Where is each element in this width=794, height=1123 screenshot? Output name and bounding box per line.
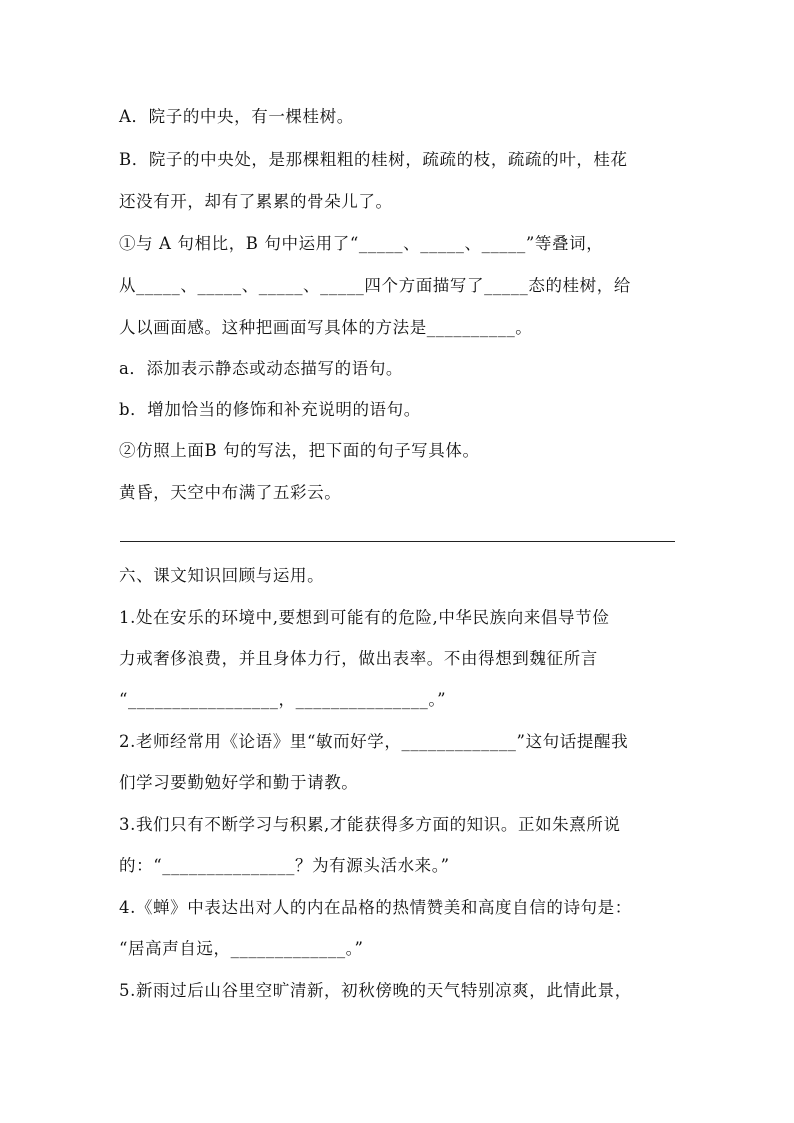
item-1-line1: 1.处在安乐的环境中,要想到可能有的危险,中华民族向来倡导节俭 [119,608,610,627]
question-1-line1: ①与 A 句相比，B 句中运用了“_____、_____、_____”等叠词， [119,234,604,253]
item-1-line2: 力戒奢侈浪费，并且身体力行，做出表率。不由得想到魏征所言 [119,649,598,668]
item-4-line2: “居高声自远，_____________。” [119,939,364,958]
item-2-line1: 2.老师经常用《论语》里“敏而好学，_____________”这句话提醒我 [119,732,629,751]
answer-line [120,541,675,542]
item-3-line1: 3.我们只有不断学习与积累,才能获得多方面的知识。正如朱熹所说 [119,815,621,834]
section-six-heading: 六、课文知识回顾与运用。 [119,566,325,585]
question-2: ②仿照上面B 句的写法，把下面的句子写具体。 [119,441,480,460]
option-a-text: A．院子的中央，有一棵桂树。 [119,107,354,126]
question-1-line3: 人以画面感。这种把画面写具体的方法是__________。 [119,318,533,337]
item-3-line2: 的：“_______________？为有源头活水来。” [119,856,450,875]
item-1-line3: “_________________，_______________。” [119,690,447,709]
item-2-line2: 们学习要勤勉好学和勤于请教。 [119,773,359,792]
choice-a: a．添加表示静态或动态描写的语句。 [119,359,404,378]
option-b-text-line1: B．院子的中央处，是那棵粗粗的桂树，疏疏的枝，疏疏的叶，桂花 [119,150,628,169]
item-5-line1: 5.新雨过后山谷里空旷清新，初秋傍晚的天气特别凉爽，此情此景， [119,981,632,1000]
choice-b: b．增加恰当的修饰和补充说明的语句。 [119,400,421,419]
option-b-text-line2: 还没有开，却有了累累的骨朵儿了。 [119,192,393,211]
source-sentence: 黄昏，天空中布满了五彩云。 [119,483,342,502]
item-4-line1: 4.《蝉》中表达出对人的内在品格的热情赞美和高度自信的诗句是： [119,898,632,917]
question-1-line2: 从_____、_____、_____、_____四个方面描写了_____态的桂树，给 [119,276,631,295]
